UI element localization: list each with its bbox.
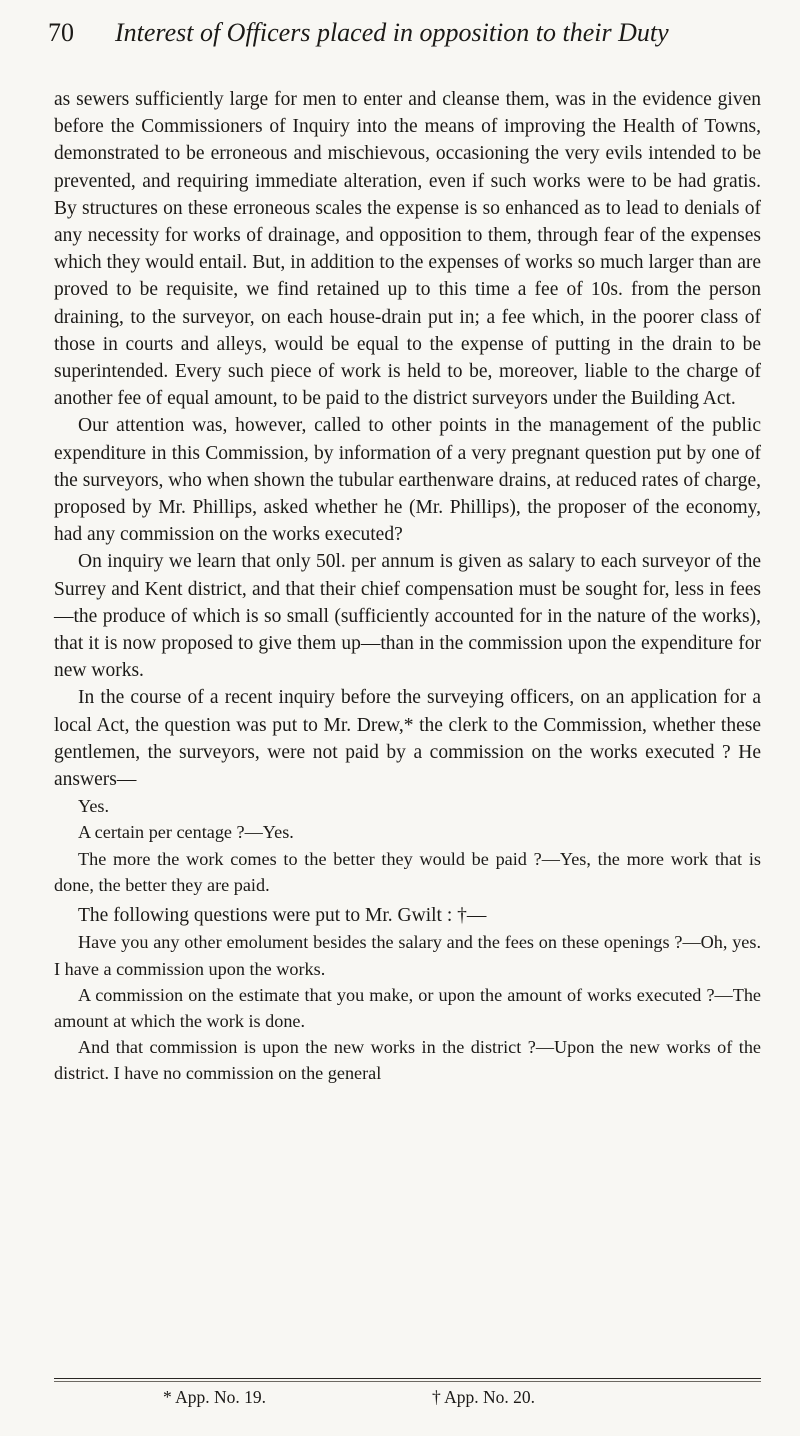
testimony-line: And that commission is upon the new works in the district ?—Upon the new works of the district. I have no commission on the general [54,1037,761,1084]
testimony-line: A commission on the estimate that you make, or upon the amount of works executed ?—The amount at which the work is done. [54,984,761,1031]
running-head [48,14,768,54]
paragraph-sewers: as sewers sufficiently large for men to enter and cleanse them, was in the evidence given before the Commissioners of Inquiry into the means of improving the Health of Towns, demonstrated to be erroneous and mischievous, occasioning the very evils intended to be prevented, and requiring immediate alteration, even if such works were to be had gratis. By structures on these erroneous scales the expense is so enhanced as to lead to denials of any necessity for works of drainage, and opposition to them, through fear of the expenses which they would entail. But, in addition to the expenses of works so much larger than are proved to be requisite, we find retained up to this time a fee of 10s. from the person draining, to the surveyor, on each house-drain put in; a fee which, in the poorer class of those in courts and alleys, would be equal to the expense of putting in the drain to be superintended. Every such piece of work is held to be, moreover, liable to the charge of another fee of equal amount, to be paid to the district surveyors under the Building Act. [54,89,761,410]
paragraph-drew: In the course of a recent inquiry before the surveying officers, on an application for a local Act, the question was put to Mr. Drew,* the clerk to the Commission, whether these gentlemen, the surveyors, were not paid by a commission on the works executed ? He answers— [54,687,761,791]
testimony-line: Have you any other emolument besides the salary and the fees on these openings ?—Oh, yes. I have a commission upon the works. [54,932,761,979]
body-text [54,86,761,1087]
footnote-divider [54,1381,761,1382]
footnote-appendix-19: * App. No. 19. [163,1387,267,1407]
footnote-divider [54,1378,761,1379]
footnote-appendix-20: † App. No. 20. [432,1387,536,1407]
paragraph-gwilt-intro: The following questions were put to Mr. Gwilt : †— [78,905,487,927]
running-title: Interest of Officers placed in opposition to their Duty [115,18,669,47]
gwilt-testimony [54,929,761,1086]
drew-testimony [54,793,761,898]
page-number: 70 [48,18,74,47]
testimony-line: The more the work comes to the better they would be paid ?—Yes, the more work that is done, the better they are paid. [54,848,761,895]
paragraph-salary: On inquiry we learn that only 50l. per annum is given as salary to each surveyor of the Surrey and Kent district, and that their chief compensation must be sought for, less in fees—the produce of which is so small (sufficiently accounted for in the nature of the works), that it is now proposed to give them up—than in the commission upon the expenditure for new works. [54,551,761,682]
paragraph-phillips: Our attention was, however, called to other points in the management of the public expenditure in this Commission, by information of a very pregnant question put by one of the surveyors, who when shown the tubular earthenware drains, at reduced rates of charge, proposed by Mr. Phillips, asked whether he (Mr. Phillips), the proposer of the economy, had any commission on the works executed? [54,415,761,546]
testimony-line: Yes. [78,796,110,817]
testimony-line: A certain per centage ?—Yes. [78,822,294,843]
